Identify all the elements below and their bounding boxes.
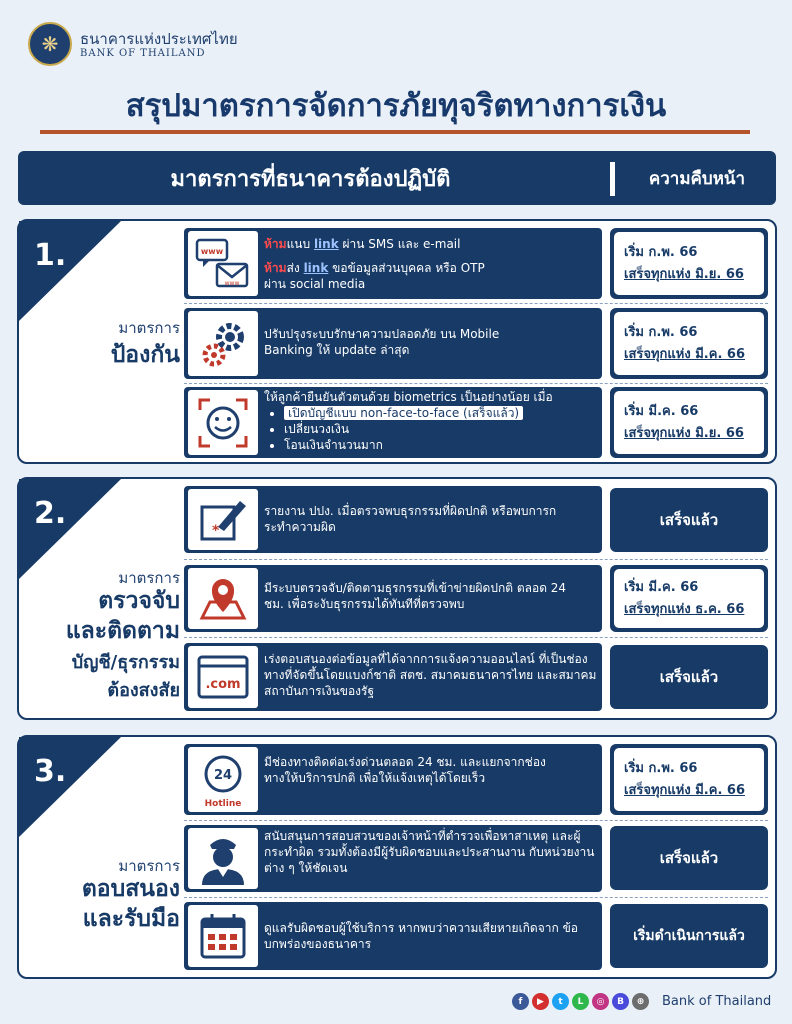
icon-label: .com bbox=[205, 677, 241, 692]
twitter-icon[interactable]: t bbox=[552, 993, 569, 1010]
face-scan-icon bbox=[188, 390, 258, 455]
section-name: และรับมือ bbox=[82, 906, 180, 932]
column-header-divider bbox=[610, 162, 615, 196]
police-officer-icon bbox=[188, 828, 258, 889]
status-done: เสร็จแล้ว bbox=[610, 826, 768, 890]
section-subname: บัญชี/ธุรกรรม bbox=[71, 652, 180, 673]
youtube-icon[interactable]: ▶ bbox=[532, 993, 549, 1010]
row-divider bbox=[184, 897, 768, 898]
section-subname: ต้องสงสัย bbox=[107, 680, 180, 701]
org-name-english: BANK OF THAILAND bbox=[80, 48, 206, 59]
status-progress: เริ่ม มี.ค. 66 เสร็จทุกแห่ง ธ.ค. 66 bbox=[614, 569, 764, 628]
measure-text: เร่งตอบสนองต่อข้อมูลที่ได้จากการแจ้งความออนไลน์ ที่เป็นช่องทางที่จัดขึ้นโดยแบงก์ชาติ สตช. สมาคมธนาคารไทย และสมาคมสถาบันการเงินของรัฐ bbox=[264, 652, 597, 698]
status-progress: เริ่ม ก.พ. 66 เสร็จทุกแห่ง มี.ค. 66 bbox=[614, 312, 764, 375]
gears-icon bbox=[188, 311, 258, 376]
row-divider bbox=[184, 637, 768, 638]
status-progress: เริ่ม มี.ค. 66 เสร็จทุกแห่ง มิ.ย. 66 bbox=[614, 391, 764, 454]
row-divider bbox=[184, 820, 768, 821]
status-progress: เริ่ม ก.พ. 66 เสร็จทุกแห่ง มี.ค. 66 bbox=[614, 748, 764, 811]
column-header-progress: ความคืบหน้า bbox=[648, 168, 746, 189]
measure-text: ให้ลูกค้ายืนยันตัวตนด้วย biometrics เป็นอย่างน้อย เมื่อ • เปิดบัญชีแบบ non-face-to-face (เสร็จแล้ว) • เปลี่ยนวงเงิน • โอนเงินจำนวนมาก bbox=[264, 389, 604, 453]
instagram-icon[interactable]: ◎ bbox=[592, 993, 609, 1010]
report-pen-icon bbox=[188, 489, 258, 550]
line-icon[interactable]: L bbox=[572, 993, 589, 1010]
dotcom-window-icon bbox=[188, 646, 258, 708]
calendar-icon bbox=[188, 905, 258, 967]
icon-label: Hotline bbox=[204, 798, 242, 809]
row-divider bbox=[184, 383, 768, 384]
section-caption: มาตรการ bbox=[118, 857, 180, 875]
title-underline bbox=[40, 130, 750, 134]
measure-text: มีระบบตรวจจับ/ติดตามธุรกรรมที่เข้าข่ายผิดปกติ ตลอด 24 ชม. เพื่อระงับธุรกรรมได้ทันทีที่ตรวจพบ bbox=[264, 581, 567, 611]
bullet-item: เปิดบัญชีแบบ non-face-to-face (เสร็จแล้ว) bbox=[284, 406, 523, 420]
footer-brand: Bank of Thailand bbox=[662, 994, 772, 1009]
measure-text: ดูแลรับผิดชอบผู้ใช้บริการ หากพบว่าความเสียหายเกิดจาก ข้อบกพร่องของธนาคาร bbox=[264, 921, 578, 951]
section-number: 2. bbox=[34, 496, 67, 531]
svg-text:*: * bbox=[212, 522, 220, 539]
section-number: 1. bbox=[34, 238, 67, 273]
svg-text:www: www bbox=[224, 279, 240, 287]
facebook-icon[interactable]: f bbox=[512, 993, 529, 1010]
section-name: ป้องกัน bbox=[110, 342, 180, 368]
link-word: link bbox=[313, 237, 339, 251]
status-done: เสร็จแล้ว bbox=[610, 645, 768, 709]
page-title: สรุปมาตรการจัดการภัยทุจริตทางการเงิน bbox=[125, 88, 667, 124]
icon-number: 24 bbox=[213, 767, 233, 783]
measure-text: สนับสนุนการสอบสวนของเจ้าหน้าที่ตำรวจเพื่อหาสาเหตุ และผู้กระทำผิด รวมทั้งต้องมีผู้รับผิดชอบและประสานงาน กับหน่วยงานต่าง ๆ ให้ชัดเจน bbox=[264, 829, 595, 875]
measure-text: รายงาน ปปง. เมื่อตรวจพบธุรกรรมที่ผิดปกติ หรือพบการกระทำความผิด bbox=[264, 504, 557, 534]
bot-logo: ❋ bbox=[28, 22, 72, 66]
section-caption: มาตรการ bbox=[118, 319, 180, 337]
svg-text:www: www bbox=[200, 246, 224, 256]
section-name: ตอบสนอง bbox=[81, 876, 180, 902]
status-done: เริ่มดำเนินการแล้ว bbox=[610, 904, 768, 968]
column-header-measures: มาตรการที่ธนาคารต้องปฏิบัติ bbox=[170, 166, 451, 192]
section-caption: มาตรการ bbox=[118, 569, 180, 587]
measure-text: ห้ามแนบ link ผ่าน SMS และ e-mail ห้ามส่ง link ขอข้อมูลส่วนบุคคล หรือ OTP ผ่าน social media bbox=[264, 237, 485, 291]
bullet-item: • โอนเงินจำนวนมาก bbox=[284, 437, 604, 453]
hotline-icon bbox=[188, 747, 258, 812]
measure-text: มีช่องทางติดต่อเร่งด่วนตลอด 24 ชม. และแยกจากช่องทางให้บริการปกติ เพื่อให้แจ้งเหตุได้โดยเร็ว bbox=[264, 755, 546, 785]
org-name-thai: ธนาคารแห่งประเทศไทย bbox=[80, 30, 238, 48]
section-number: 3. bbox=[34, 754, 67, 789]
map-pin-icon bbox=[188, 568, 258, 629]
sms-email-icon bbox=[188, 231, 258, 296]
status-done: เสร็จแล้ว bbox=[610, 488, 768, 552]
section-name: ตรวจจับ bbox=[98, 588, 180, 614]
blockdit-icon[interactable]: B bbox=[612, 993, 629, 1010]
web-icon[interactable]: ⊕ bbox=[632, 993, 649, 1010]
measure-text: ปรับปรุงระบบรักษาความปลอดภัย บน Mobile Banking ให้ update ล่าสุด bbox=[264, 327, 500, 357]
link-word: link bbox=[303, 261, 329, 275]
row-divider bbox=[184, 303, 768, 304]
row-divider bbox=[184, 559, 768, 560]
social-icons bbox=[512, 993, 649, 1010]
status-progress: เริ่ม ก.พ. 66 เสร็จทุกแห่ง มิ.ย. 66 bbox=[614, 232, 764, 295]
bullet-item: • เปลี่ยนวงเงิน bbox=[284, 421, 604, 437]
section-name: และติดตาม bbox=[65, 618, 180, 644]
